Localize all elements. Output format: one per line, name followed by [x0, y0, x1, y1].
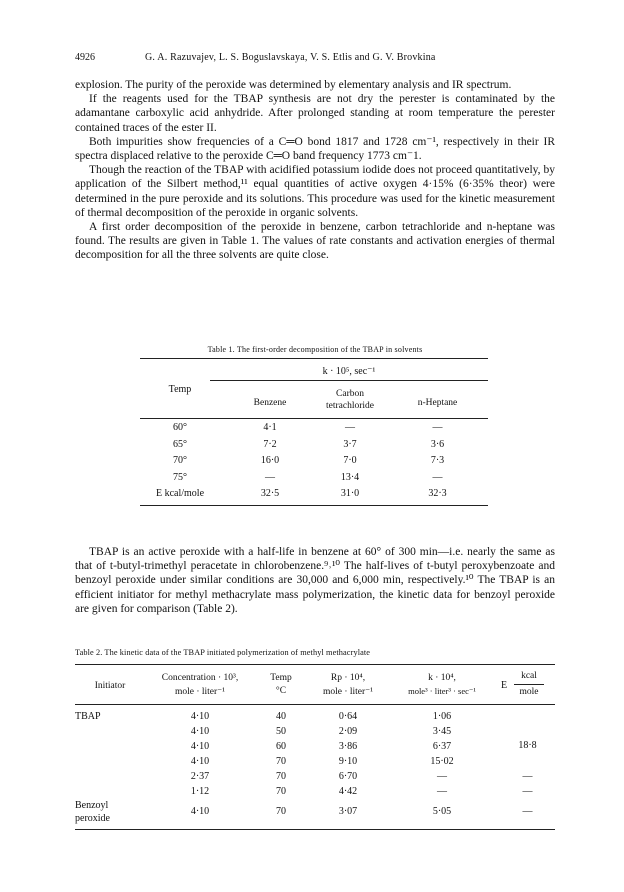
table2-e-tbap: 18·8	[518, 740, 537, 751]
table2-col-k-1: k · 10⁴,	[428, 673, 456, 683]
table2-cell-k: 1·06	[432, 711, 452, 722]
table2-initiator-bp-1: Benzoyl	[75, 800, 109, 811]
table2-cell-conc: 4·10	[190, 726, 210, 737]
table1-cell-benzene: 7·2	[263, 438, 277, 450]
table2-header-rule	[75, 704, 555, 705]
table1-cell-benzene: 32·5	[260, 488, 280, 499]
table1-cell-temp: E kcal/mole	[155, 488, 205, 499]
table1-cell-benzene: 4·1	[263, 422, 277, 433]
paragraph: If the reagents used for the TBAP synthesis are not dry the perester is contaminated by the adamantane carboxylic acid anhydride. After prolonged standing at room temperature the perester contained traces of the ester II.	[75, 93, 555, 134]
table2-top-rule	[75, 664, 555, 665]
table2-col-temp-2: °C	[275, 686, 287, 696]
paragraph: Both impurities show frequencies of a C═O bond 1817 and 1728 cm⁻¹, respectively in their IR spectra displaced relative to the peroxide C═O band frequency 1773 cm⁻1.	[75, 135, 555, 163]
table2-cell-rp: 4·42	[338, 786, 358, 797]
table2-cell-rp: 3·07	[338, 806, 358, 817]
table2-cell-rp: 2·09	[338, 726, 358, 737]
table1-cell-ccl4: 13·4	[340, 471, 360, 483]
table2-col-e-num: kcal	[521, 671, 537, 681]
table1-cell-benzene: 16·0	[260, 455, 280, 466]
table1-bottom-rule	[140, 505, 488, 506]
table2-cell-temp: 50	[276, 726, 286, 737]
table1-cell-heptane: —	[432, 422, 443, 433]
table1-cell-ccl4: —	[345, 422, 355, 433]
table2-cell-temp: 70	[276, 786, 286, 797]
table2-cell-temp: 70	[276, 756, 286, 767]
paragraph: TBAP is an active peroxide with a half-life in benzene at 60° of 300 min—i.e. nearly the same as that of t-butyl-trimethyl peracetate in chlorobenzene.⁹˒¹⁰ The half-lives of t-butyl peroxybenzoate and benzoyl peroxide under similar conditions are 30,000 and 6,000 min, respectively.¹⁰ The TBAP is an efficient initiator for methyl methacrylate mass polymerization, the kinetic data for benzoyl peroxide are given for comparison (Table 2).	[75, 546, 555, 615]
table2-col-conc-2: mole · liter⁻¹	[174, 687, 226, 697]
paragraph: A first order decomposition of the peroxide in benzene, carbon tetrachloride and n-heptane was found. The results are given in Table 1. The values of rate constants and activation energies of thermal decomposition for all the three solvents are quite close.	[75, 221, 555, 262]
table2-cell-rp: 6·70	[338, 771, 358, 782]
table1-cell-heptane: —	[432, 471, 443, 483]
table2-initiator-bp-2: peroxide	[75, 813, 110, 824]
table1-cell-temp: 70°	[173, 455, 187, 466]
table2-cell-conc: 4·10	[190, 756, 210, 767]
table2-bottom-rule	[75, 829, 555, 830]
table1-cell-temp: 75°	[173, 471, 187, 483]
table2-cell-conc: 4·10	[190, 806, 210, 817]
table2-col-conc-1: Concentration · 10³,	[161, 673, 239, 683]
table2-cell-conc: 4·10	[190, 711, 210, 722]
table2-cell-rp: 9·10	[338, 756, 358, 767]
table2-cell-e: —	[522, 806, 533, 817]
table1-col-ccl4-1: Carbon	[336, 389, 364, 399]
table2-cell-temp: 70	[276, 806, 286, 817]
table2-cell-k: —	[437, 771, 447, 782]
paragraph: explosion. The purity of the peroxide was determined by elementary analysis and IR spectrum.	[75, 79, 512, 91]
table1-col-heptane: n-Heptane	[417, 398, 458, 408]
table2-cell-rp: 3·86	[338, 741, 358, 752]
table2-cell-conc: 4·10	[190, 741, 210, 752]
table1-cell-ccl4: 7·0	[343, 455, 357, 466]
table2-cell-temp: 70	[276, 771, 286, 782]
table2-initiator-tbap: TBAP	[75, 711, 101, 722]
table1-cell-ccl4: 31·0	[340, 488, 360, 499]
table2-col-temp-1: Temp	[270, 673, 292, 683]
paragraph: Though the reaction of the TBAP with acidified potassium iodide does not proceed quantitatively, by application of the Silbert method,¹¹ equal quantities of active oxygen 4·15% (6·35% theor) were determined in the pure peroxide and its solutions. This procedure was used for the kinetic measurement of thermal decomposition of the peroxide in organic solvents.	[75, 164, 555, 219]
table2-cell-temp: 60	[276, 741, 286, 752]
page-number: 4926	[75, 52, 95, 63]
table1-cell-temp: 60°	[173, 422, 187, 433]
table1-cell-heptane: 3·6	[430, 438, 445, 450]
table2-cell-k: 3·45	[432, 726, 452, 737]
table1-cell-benzene: —	[265, 471, 275, 483]
table2-cell-temp: 40	[276, 711, 286, 722]
table2-col-initiator: Initiator	[94, 681, 126, 691]
table1-group-rule	[210, 380, 488, 381]
table2-cell-k: —	[437, 786, 447, 797]
table2-cell-rp: 0·64	[338, 711, 358, 722]
body-text-2	[75, 545, 555, 616]
table2-col-e-fraction-bar	[514, 684, 544, 685]
table2-col-e-den: mole	[519, 687, 539, 697]
table1-cell-temp: 65°	[173, 438, 187, 450]
table1-cell-heptane: 32·3	[428, 488, 447, 499]
table2-cell-e: —	[522, 771, 533, 782]
table2-cell-k: 6·37	[432, 741, 452, 752]
table2-col-e-prefix: E	[500, 680, 508, 691]
table2-cell-k: 15·02	[430, 756, 454, 767]
table1-caption: Table 1. The first-order decomposition of the TBAP in solvents	[207, 345, 423, 354]
author-line: G. A. Razuvajev, L. S. Boguslavskaya, V. S. Etlis and G. V. Brovkina	[145, 52, 436, 63]
table1-header-rule	[140, 418, 488, 419]
table2-col-rp-2: mole · liter⁻¹	[322, 687, 374, 697]
table1-col-ccl4-2: tetrachloride	[325, 401, 374, 411]
table1-cell-ccl4: 3·7	[343, 438, 357, 450]
table2-cell-k: 5·05	[432, 806, 452, 817]
table1-col-benzene: Benzene	[253, 398, 287, 408]
table2-col-k-2: mole³ · liter³ · sec⁻¹	[408, 686, 476, 696]
table1-col-temp: Temp	[168, 384, 192, 395]
table1-cell-heptane: 7·3	[430, 455, 445, 466]
body-text	[75, 78, 555, 263]
table2-cell-conc: 2·37	[190, 771, 210, 782]
table2-cell-e: —	[522, 786, 533, 797]
table2-cell-conc: 1·12	[190, 786, 210, 797]
table1-top-rule	[140, 358, 488, 359]
table2-caption: Table 2. The kinetic data of the TBAP initiated polymerization of methyl methacrylate	[75, 648, 371, 657]
table1-group-header: k · 10⁵, sec⁻¹	[322, 366, 376, 377]
table2-col-rp-1: Rp · 10⁴,	[330, 673, 366, 683]
